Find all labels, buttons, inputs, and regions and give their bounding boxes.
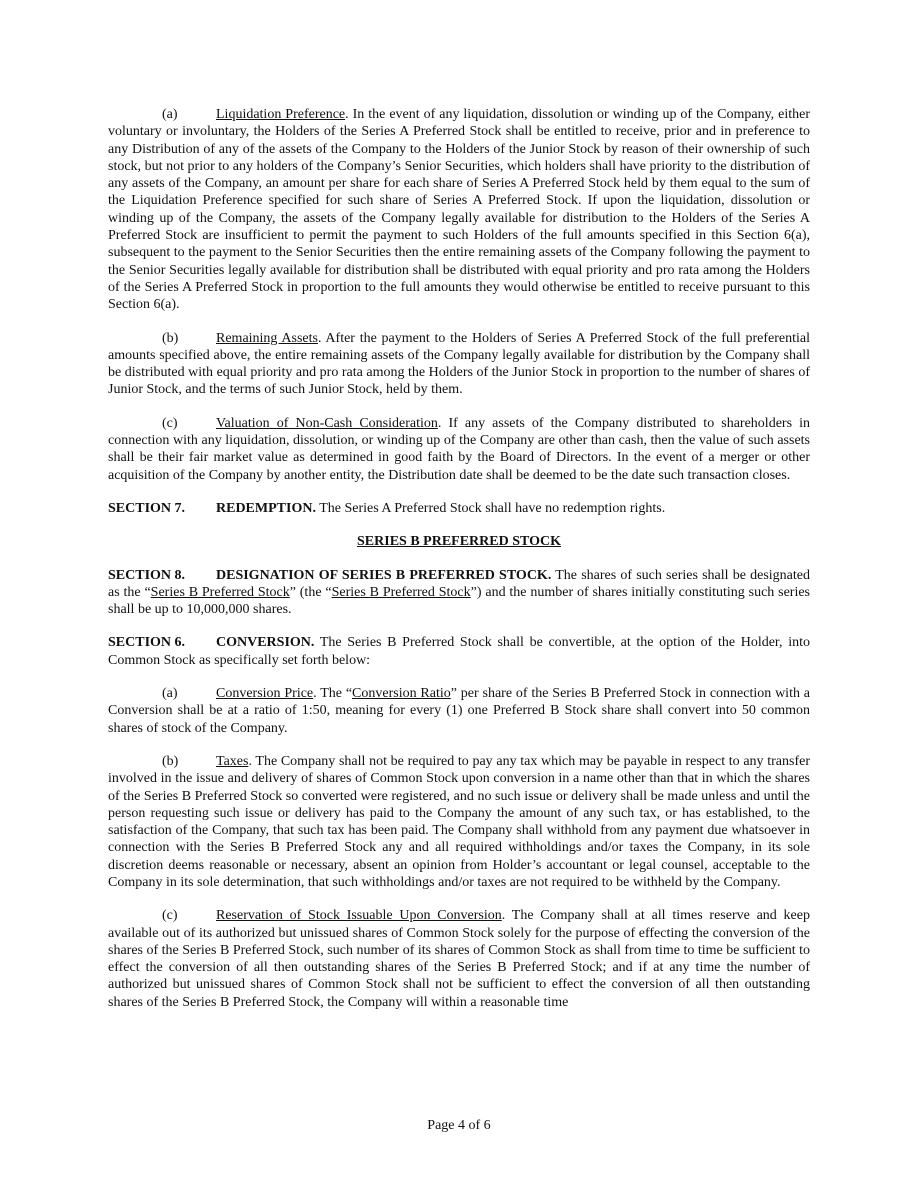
section-text: ”) and the number of shares initially constituting such series shall be up to 10,000,000 shares. [108, 584, 810, 618]
item-text: ” per share of the Series B Preferred Stock in connection with a Conversion shall be at a ratio of 1:50, meaning for every (1) one Preferred B Stock share shall convert into 50 common shares of stock of the Company. [108, 686, 811, 736]
paragraph-liquidation-preference [108, 106, 810, 314]
paragraph-remaining-assets [108, 330, 810, 399]
section-7-redemption [108, 500, 810, 517]
section-number: SECTION 6. [108, 635, 186, 651]
paragraph-non-cash-valuation [108, 415, 810, 484]
paragraph-taxes [108, 753, 810, 891]
item-label: (c) [162, 908, 178, 924]
paragraph-conversion-price [108, 685, 810, 737]
section-8-designation [108, 567, 810, 619]
item-label: (b) [162, 753, 179, 769]
section-number: SECTION 7. [108, 500, 186, 516]
item-text: . The Company shall at all times reserve and keep available out of its authorized but unissued shares of Common Stock solely for the purpose of effecting the conversion of the shares of the Series B Preferred Stock, such number of its shares of Common Stock as shall from time to time be sufficient to effect the conversion of all then outstanding shares of the Series B Preferred Stock; and if at any time the number of authorized but unissued shares of Common Stock shall not be sufficient to effect the conversion of all then outstanding shares of the Series B Preferred Stock, the Company will within a reasonable time [108, 908, 810, 1010]
item-title: Valuation of Non-Cash Consideration [216, 415, 438, 431]
item-title: Remaining Assets [216, 330, 318, 346]
document-body [108, 106, 810, 1027]
section-text: The Series A Preferred Stock shall have no redemption rights. [315, 500, 666, 516]
section-heading: REDEMPTION. [216, 500, 316, 516]
item-text: . In the event of any liquidation, dissolution or winding up of the Company, either voluntary or involuntary, the Holders of the Series A Preferred Stock shall be entitled to receive, prior and in preference to any Distribution of any of the assets of the Company to the Holders of the Junior Stock by reason of their ownership of such stock, but not prior to any holders of the Company’s Senior Securities, which holders shall have priority to the distribution of any assets of the Company, an amount per share for each share of Series A Preferred Stock held by them equal to the sum of the Liquidation Preference specified for such share of Series A Preferred Stock. If upon the liquidation, dissolution or winding up of the Company, the assets of the Company legally available for distribution to the Holders of the Series A Preferred Stock are insufficient to permit the payment to such Holders of the full amounts specified in this Section 6(a), subsequent to the payment to the Senior Securities then the entire remaining assets of the Company following the payment to the Senior Securities legally available for distribution shall be distributed with equal priority and pro rata among the Holders of the Series A Preferred Stock in proportion to the full amounts they would otherwise be entitled to receive pursuant to this Section 6(a). [108, 107, 810, 313]
paragraph-reservation-of-stock [108, 907, 810, 1011]
item-title: Conversion Price [216, 686, 314, 702]
section-text: The Series B Preferred Stock shall be convertible, at the option of the Holder, into Common Stock as specifically set forth below: [108, 635, 810, 668]
item-title: Liquidation Preference [216, 107, 346, 122]
item-text: . After the payment to the Holders of Series A Preferred Stock of the full preferential amounts specified above, the entire remaining assets of the Company legally available for distribution by the Company shall be distributed with equal priority and pro rata among the Holders of the Junior Stock in proportion to the number of shares of Junior Stock, and the terms of such Junior Stock, held by them. [108, 330, 810, 398]
item-label: (b) [162, 330, 179, 346]
item-title: Taxes [216, 753, 249, 769]
section-number: SECTION 8. [108, 567, 186, 583]
item-text: . The “ [313, 686, 353, 702]
section-text: The shares of such series shall be designated as the “ [108, 567, 810, 600]
item-label: (a) [162, 686, 178, 702]
section-heading: CONVERSION. [216, 635, 315, 651]
section-heading: DESIGNATION OF SERIES B PREFERRED STOCK. [216, 567, 552, 583]
item-text: . If any assets of the Company distributed to shareholders in connection with any liquidation, dissolution, or winding up of the Company are other than cash, then the value of such assets shall be their fair market value as determined in good faith by the Board of Directors. In the event of a merger or other acquisition of the Company by another entity, the Distribution date shall be deemed to be the date such transaction closes. [108, 415, 810, 483]
series-b-heading: SERIES B PREFERRED STOCK [357, 534, 561, 550]
page-number-footer: Page 4 of 6 [427, 1118, 491, 1133]
defined-term: Series B Preferred Stock [331, 584, 471, 600]
defined-term: Conversion Ratio [352, 686, 451, 702]
item-label: (a) [162, 107, 178, 122]
item-title: Reservation of Stock Issuable Upon Conversion [216, 908, 502, 924]
defined-term: Series B Preferred Stock [150, 584, 290, 600]
section-6-conversion [108, 634, 810, 669]
item-text: . The Company shall not be required to pay any tax which may be payable in respect to any transfer involved in the issue and delivery of shares of Common Stock upon conversion in a name other than that in which the shares of the Series B Preferred Stock so converted were registered, and no such issue or delivery shall be made unless and until the person requesting such issue or delivery has paid to the Company the amount of any such tax, or has established, to the satisfaction of the Company, that such tax has been paid. The Company shall withhold from any payment due whatsoever in connection with the Series B Preferred Stock any and all required withholdings and/or taxes the Company, in its sole discretion deems reasonable or necessary, absent an opinion from Holder’s accountant or legal counsel, acceptable to the Company in its sole determination, that such withholdings and/or taxes are not required to be withheld by the Company. [108, 753, 810, 890]
section-text: ” (the “ [289, 584, 332, 600]
item-label: (c) [162, 415, 178, 431]
